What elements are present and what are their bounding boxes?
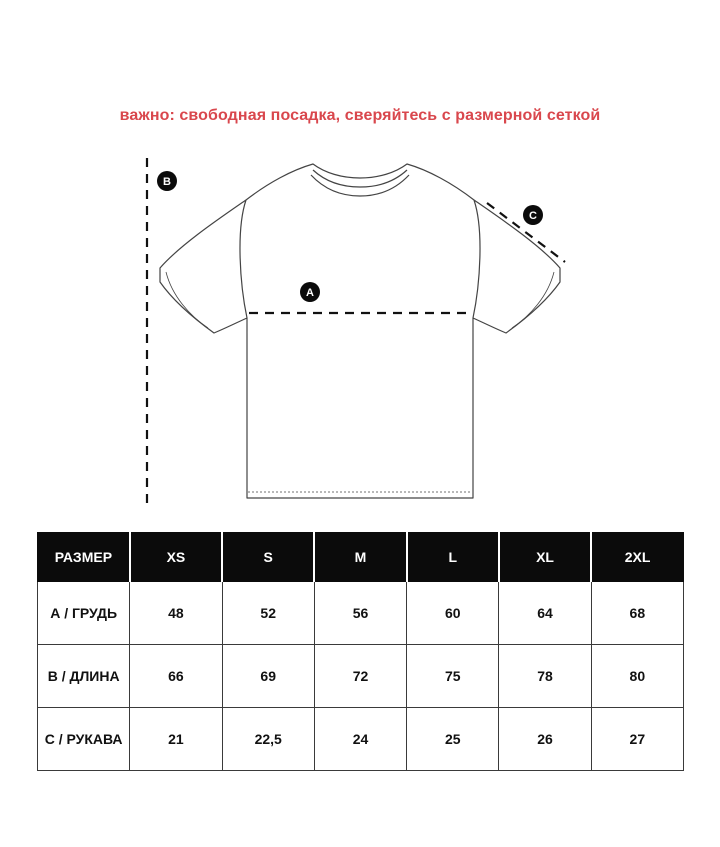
table-cell: 80 <box>591 645 683 708</box>
table-cell: 56 <box>314 582 406 645</box>
row-label: С / РУКАВА <box>38 708 130 771</box>
marker-b <box>157 171 177 191</box>
table-cell: 68 <box>591 582 683 645</box>
header-size-l: L <box>407 533 499 582</box>
table-cell: 60 <box>407 582 499 645</box>
table-cell: 72 <box>314 645 406 708</box>
table-cell: 48 <box>130 582 222 645</box>
table-cell: 78 <box>499 645 591 708</box>
table-cell: 69 <box>222 645 314 708</box>
marker-c <box>523 205 543 225</box>
table-cell: 22,5 <box>222 708 314 771</box>
header-size-m: M <box>314 533 406 582</box>
marker-c-label: C <box>529 210 537 222</box>
table-row-sleeve <box>38 708 684 771</box>
header-size-xl: XL <box>499 533 591 582</box>
header-size-2xl: 2XL <box>591 533 683 582</box>
marker-b-label: B <box>163 176 171 188</box>
table-cell: 27 <box>591 708 683 771</box>
table-cell: 75 <box>407 645 499 708</box>
row-label: В / ДЛИНА <box>38 645 130 708</box>
marker-a <box>300 282 320 302</box>
header-size-s: S <box>222 533 314 582</box>
table-header-row <box>38 533 684 582</box>
table-cell: 24 <box>314 708 406 771</box>
marker-a-label: A <box>306 287 314 299</box>
table-row-length <box>38 645 684 708</box>
header-size-xs: XS <box>130 533 222 582</box>
table-cell: 25 <box>407 708 499 771</box>
table-cell: 64 <box>499 582 591 645</box>
table-cell: 21 <box>130 708 222 771</box>
row-label: А / ГРУДЬ <box>38 582 130 645</box>
table-cell: 52 <box>222 582 314 645</box>
table-row-chest <box>38 582 684 645</box>
table-cell: 26 <box>499 708 591 771</box>
table-cell: 66 <box>130 645 222 708</box>
size-table <box>37 532 684 771</box>
header-size-label: РАЗМЕР <box>38 533 130 582</box>
fit-note: важно: свободная посадка, сверяйтесь с размерной сеткой <box>119 107 601 124</box>
